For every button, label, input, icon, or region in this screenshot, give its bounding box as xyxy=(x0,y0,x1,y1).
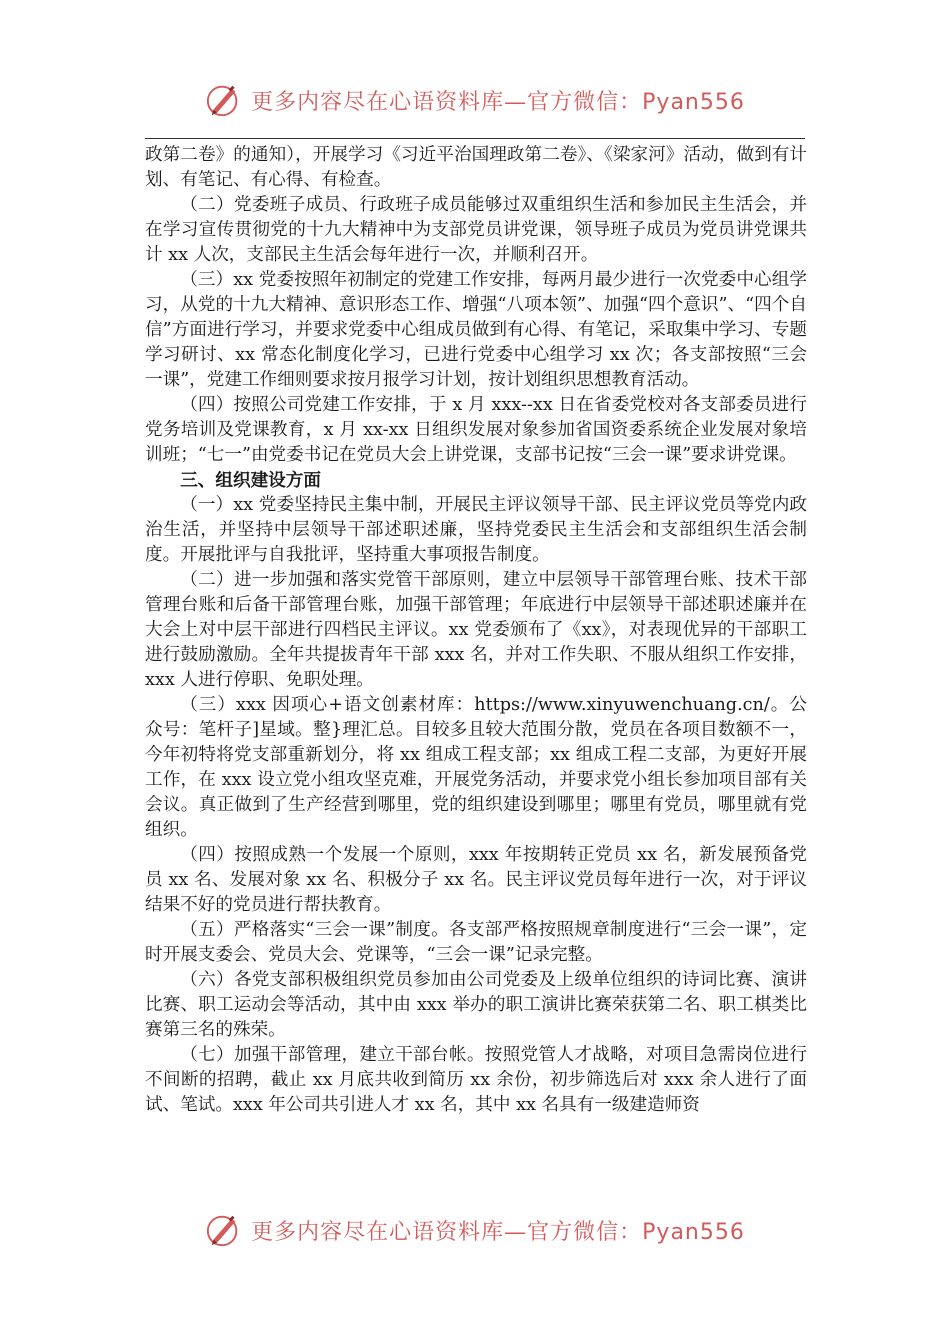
paragraph: （一）xx 党委坚持民主集中制，开展民主评议领导干部、民主评议党员等党内政治生活，并坚持中层领导干部述职述廉，坚持党委民主生活会和支部组织生活会制度。开展批评与自我批评，坚持重大事项报告制度。 xyxy=(145,495,807,565)
header-banner xyxy=(0,70,950,130)
footer-banner-text: 更多内容尽在心语资料库—官方微信：Pyan556 xyxy=(251,1219,745,1245)
footer-wechat-id: Pyan556 xyxy=(642,1219,745,1245)
pen-logo-icon xyxy=(205,1211,243,1249)
footer-banner xyxy=(0,1200,950,1260)
paragraph: （二）进一步加强和落实党管干部原则，建立中层领导干部管理台账、技术干部管理台账和后备干部管理台账，加强干部管理；年底进行中层领导干部述职述廉并在大会上对中层干部进行四档民主评议。xx 党委颁布了《xx》，对表现优异的干部职工进行鼓励激励。全年共提拔青年干部 xxx 名，并对工作失职、不服从组织工作安排，xxx 人进行停职、免职处理。 xyxy=(145,570,807,690)
paragraph: （三）xxx 因项心+语文创素材库：https://www.xinyuwenchuang.cn/。公众号：笔杆子]星域。整}理汇总。目较多且较大范围分散，党员在各项目数额不一，今年初特将党支部重新划分，将 xx 组成工程支部；xx 组成工程二支部，为更好开展工作，在 xxx 设立党小组攻坚克难，开展党务活动，并要求党小组长参加项目部有关会议。真正做到了生产经营到哪里，党的组织建设到哪里；哪里有党员，哪里就有党组织。 xyxy=(145,695,807,840)
header-wechat-id: Pyan556 xyxy=(642,89,745,115)
paragraph: （六）各党支部积极组织党员参加由公司党委及上级单位组织的诗词比赛、演讲比赛、职工运动会等活动，其中由 xxx 举办的职工演讲比赛荣获第二名、职工棋类比赛第三名的殊荣。 xyxy=(145,970,807,1040)
section-heading: 三、组织建设方面 xyxy=(180,470,321,491)
paragraph: （五）严格落实“三会一课”制度。各支部严格按照规章制度进行“三会一课”，定时开展支委会、党员大会、党课等，“三会一课”记录完整。 xyxy=(145,920,807,965)
document-body xyxy=(145,143,807,1118)
pen-logo-icon xyxy=(205,81,243,119)
paragraph: （四）按照成熟一个发展一个原则，xxx 年按期转正党员 xx 名，新发展预备党员 xx 名、发展对象 xx 名、积极分子 xx 名。民主评议党员每年进行一次，对于评议结果不好的党员进行帮扶教育。 xyxy=(145,845,807,915)
paragraph: （七）加强干部管理，建立干部台帐。按照党管人才战略，对项目急需岗位进行不间断的招聘，截止 xx 月底共收到简历 xx 余份，初步筛选后对 xxx 余人进行了面试、笔试。xxx 年公司共引进人才 xx 名，其中 xx 名具有一级建造师资 xyxy=(145,1045,807,1115)
paragraph: （四）按照公司党建工作安排，于 x 月 xxx--xx 日在省委党校对各支部委员进行党务培训及党课教育，x 月 xx-xx 日组织发展对象参加省国资委系统企业发展对象培训班；“七一”由党委书记在党员大会上讲党课，支部书记按“三会一课”要求讲党课。 xyxy=(145,395,807,465)
paragraph: （二）党委班子成员、行政班子成员能够过双重组织生活和参加民主生活会，并在学习宣传贯彻党的十九大精神中为支部党员讲党课，领导班子成员为党员讲党课共计 xx 人次，支部民主生活会每年进行一次，并顺利召开。 xyxy=(145,195,807,265)
header-divider xyxy=(145,138,805,139)
header-banner-text: 更多内容尽在心语资料库—官方微信：Pyan556 xyxy=(251,89,745,115)
paragraph: （三）xx 党委按照年初制定的党建工作安排，每两月最少进行一次党委中心组学习，从党的十九大精神、意识形态工作、增强“八项本领”、加强“四个意识”、“四个自信”方面进行学习，并要求党委中心组成员做到有心得、有笔记，采取集中学习、专题学习研讨、xx 常态化制度化学习，已进行党委中心组学习 xx 次；各支部按照“三会一课”，党建工作细则要求按月报学习计划，按计划组织思想教育活动。 xyxy=(145,270,807,390)
paragraph: 政第二卷》的通知），开展学习《习近平治国理政第二卷》、《梁家河》活动，做到有计划、有笔记、有心得、有检查。 xyxy=(145,145,807,190)
